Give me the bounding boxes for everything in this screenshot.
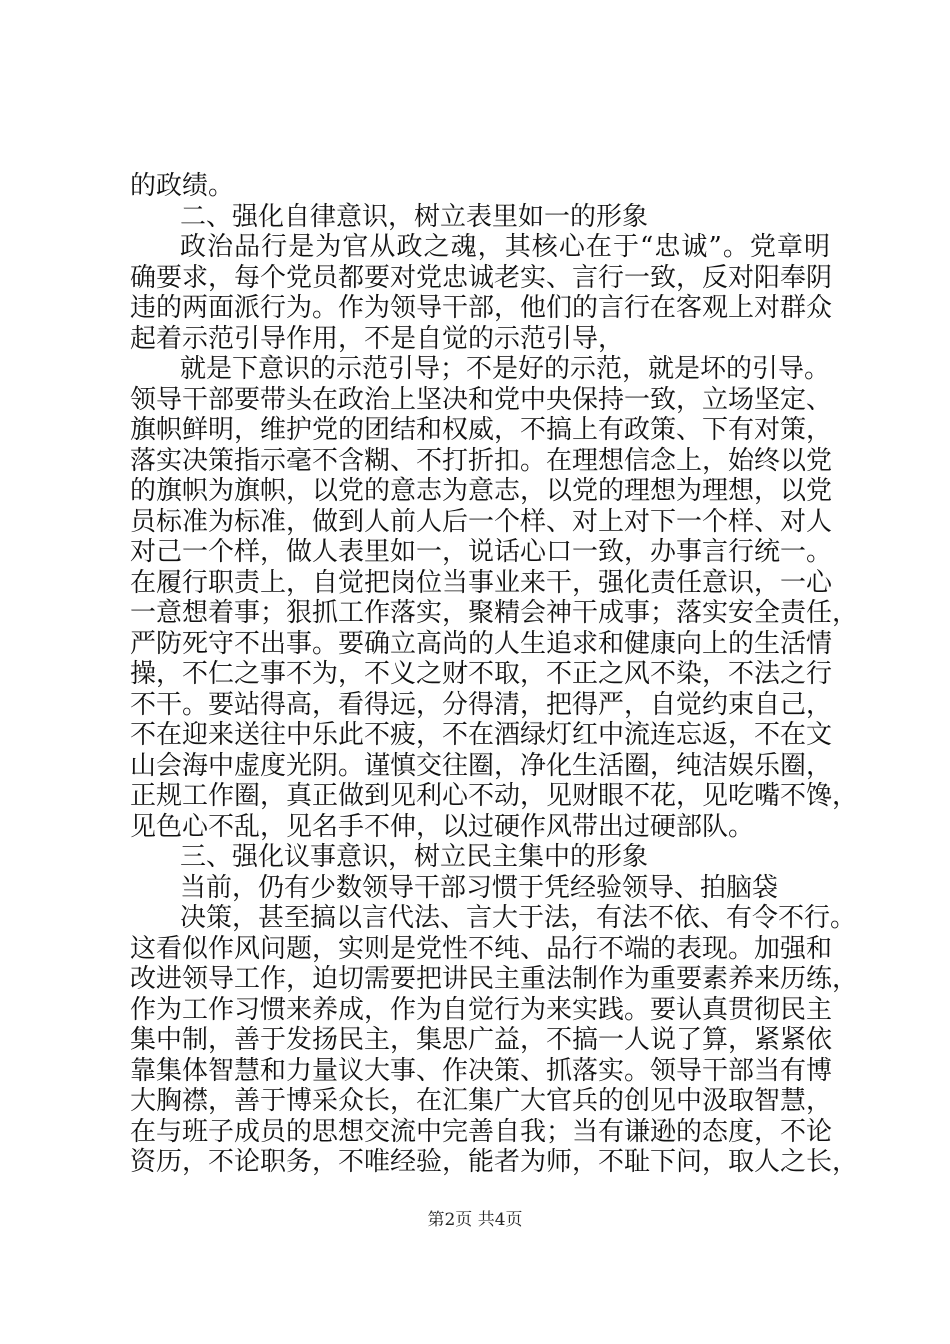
text-line: 靠集体智慧和力量议大事、作决策、抓落实。领导干部当有博 — [130, 1056, 833, 1086]
text-line: 在与班子成员的思想交流中完善自我；当有谦逊的态度，不论 — [130, 1117, 833, 1147]
page-number-footer: 第2页 共4页 — [427, 1210, 523, 1230]
text-line: 资历，不论职务，不唯经验，能者为师，不耻下问，取人之长， — [130, 1147, 859, 1177]
text-line: 的旗帜为旗帜，以党的意志为意志，以党的理想为理想，以党 — [130, 476, 833, 506]
text-line: 一意想着事；狠抓工作落实，聚精会神干成事；落实安全责任， — [130, 598, 859, 628]
text-line: 操，不仁之事不为，不义之财不取，不正之风不染，不法之行 — [130, 659, 833, 689]
text-line: 旗帜鲜明，维护党的团结和权威，不搞上有政策、下有对策， — [130, 415, 833, 445]
text-line: 作为工作习惯来养成，作为自觉行为来实践。要认真贯彻民主 — [130, 995, 833, 1025]
text-line: 见色心不乱，见名手不伸，以过硬作风带出过硬部队。 — [130, 812, 755, 842]
text-line: 确要求，每个党员都要对党忠诚老实、言行一致，反对阳奉阴 — [130, 263, 833, 293]
text-line: 就是下意识的示范引导；不是好的示范，就是坏的引导。 — [180, 354, 831, 384]
text-line: 落实决策指示毫不含糊、不打折扣。在理想信念上，始终以党 — [130, 446, 833, 476]
section-heading: 二、强化自律意识，树立表里如一的形象 — [180, 202, 649, 232]
text-line: 在履行职责上，自觉把岗位当事业来干，强化责任意识，一心 — [130, 568, 833, 598]
text-line: 的政绩。 — [130, 171, 235, 201]
text-line: 严防死守不出事。要确立高尚的人生追求和健康向上的生活情 — [130, 629, 833, 659]
text-line: 正规工作圈，真正做到见利心不动，见财眼不花，见吃嘴不馋， — [130, 781, 859, 811]
text-line: 集中制，善于发扬民主，集思广益，不搞一人说了算，紧紧依 — [130, 1025, 833, 1055]
text-line: 起着示范引导作用，不是自觉的示范引导， — [130, 324, 625, 354]
text-line: 决策，甚至搞以言代法、言大于法，有法不依、有令不行。 — [180, 903, 857, 933]
text-line: 这看似作风问题，实则是党性不纯、品行不端的表现。加强和 — [130, 934, 833, 964]
text-line: 对己一个样，做人表里如一，说话心口一致，办事言行统一。 — [130, 537, 833, 567]
text-line: 当前，仍有少数领导干部习惯于凭经验领导、拍脑袋 — [180, 873, 779, 903]
text-line: 山会海中虚度光阴。谨慎交往圈，净化生活圈，纯洁娱乐圈， — [130, 751, 833, 781]
text-line: 员标准为标准，做到人前人后一个样、对上对下一个样、对人 — [130, 507, 833, 537]
text-line: 政治品行是为官从政之魂，其核心在于“忠诚”。党章明 — [180, 232, 830, 262]
section-heading: 三、强化议事意识，树立民主集中的形象 — [180, 842, 649, 872]
text-line: 不在迎来送往中乐此不疲，不在酒绿灯红中流连忘返，不在文 — [130, 720, 833, 750]
text-line: 大胸襟，善于博采众长，在汇集广大官兵的创见中汲取智慧， — [130, 1086, 833, 1116]
text-line: 违的两面派行为。作为领导干部，他们的言行在客观上对群众 — [130, 293, 833, 323]
text-line: 领导干部要带头在政治上坚决和党中央保持一致，立场坚定、 — [130, 385, 833, 415]
text-line: 不干。要站得高，看得远，分得清，把得严，自觉约束自己， — [130, 690, 833, 720]
text-line: 改进领导工作，迫切需要把讲民主重法制作为重要素养来历练， — [130, 964, 859, 994]
